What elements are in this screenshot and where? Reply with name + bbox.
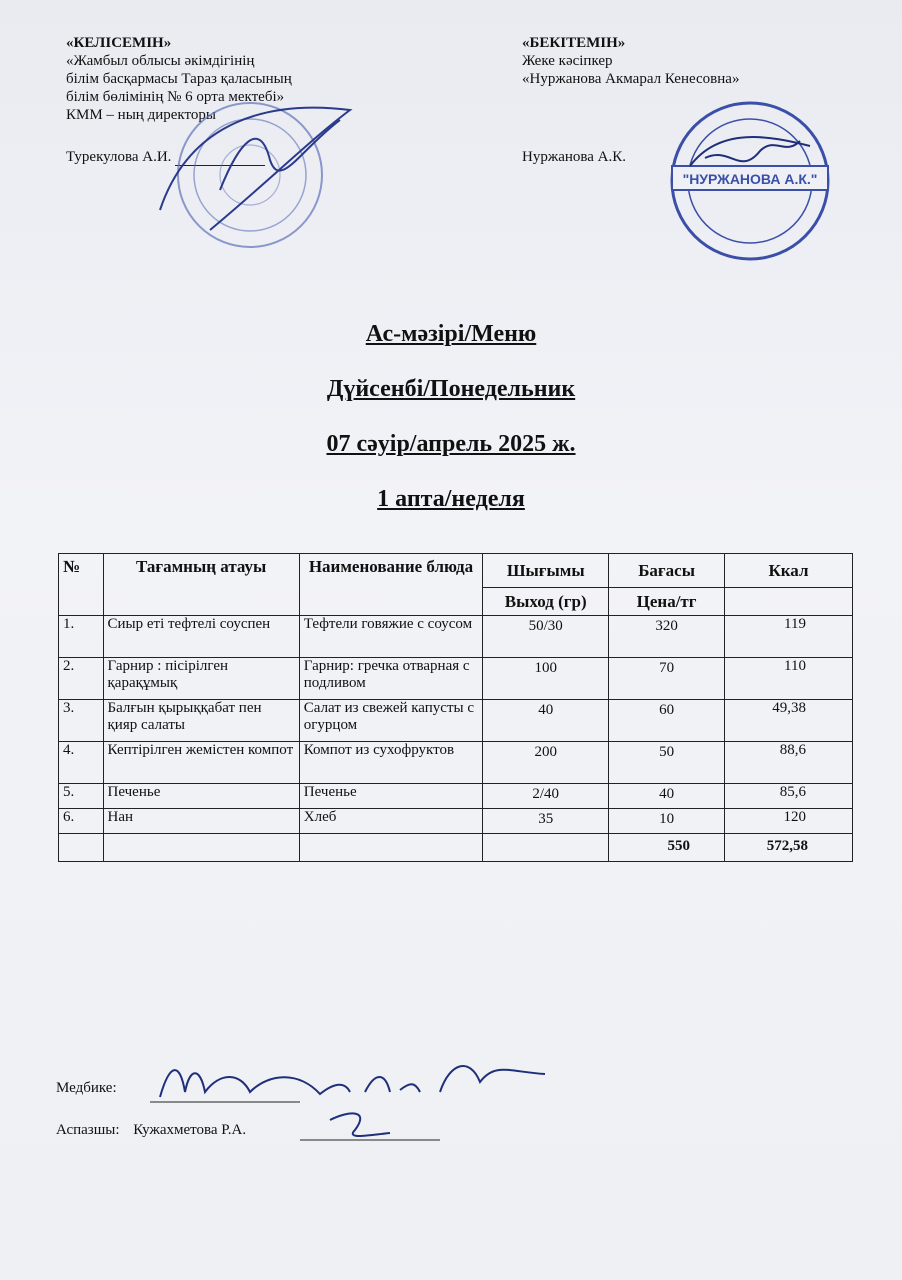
header-name-ru: Наименование блюда <box>299 554 482 616</box>
cell-output: 35 <box>483 809 609 834</box>
cell-name-ru: Салат из свежей капусты с огурцом <box>299 700 482 742</box>
table-row <box>59 616 853 658</box>
cook-handwritten-signature <box>300 1105 450 1150</box>
cell-output: 2/40 <box>483 784 609 809</box>
cell-empty <box>59 834 104 862</box>
header-output-ru: Выход (гр) <box>483 588 609 616</box>
cell-num: 2. <box>59 658 104 700</box>
cook-label: Аспазшы: <box>56 1122 120 1138</box>
cell-output: 200 <box>483 742 609 784</box>
header-name-kz: Тағамның атауы <box>103 554 299 616</box>
cell-kcal: 85,6 <box>724 784 852 809</box>
cell-price: 10 <box>609 809 725 834</box>
cell-num: 5. <box>59 784 104 809</box>
cell-num: 3. <box>59 700 104 742</box>
total-kcal: 572,58 <box>724 834 852 862</box>
cell-output: 100 <box>483 658 609 700</box>
title-day: Дүйсенбі/Понедельник <box>326 376 576 402</box>
document-titles <box>0 320 902 540</box>
header-price-ru: Цена/тг <box>609 588 725 616</box>
cell-name-ru: Гарнир: гречка отварная с подливом <box>299 658 482 700</box>
table-row <box>59 809 853 834</box>
cell-kcal: 49,38 <box>724 700 852 742</box>
cell-name-kz: Печенье <box>103 784 299 809</box>
header-empty <box>724 588 852 616</box>
table-row <box>59 658 853 700</box>
approval-left-heading: «КЕЛІСЕМІН» <box>66 35 172 51</box>
title-week: 1 апта/неделя <box>377 486 525 512</box>
cell-price: 40 <box>609 784 725 809</box>
cell-output: 50/30 <box>483 616 609 658</box>
cell-kcal: 110 <box>724 658 852 700</box>
cook-name: Кужахметова Р.А. <box>133 1122 247 1138</box>
cell-empty <box>299 834 482 862</box>
cell-name-kz: Сиыр еті тефтелі соуспен <box>103 616 299 658</box>
cell-kcal: 119 <box>724 616 852 658</box>
cell-price: 320 <box>609 616 725 658</box>
total-price: 550 <box>609 834 725 862</box>
school-stamp-seal <box>150 80 400 280</box>
approval-left-line: білім бөлімінің № 6 орта мектебі» <box>66 89 285 105</box>
cell-price: 60 <box>609 700 725 742</box>
cell-name-kz: Гарнир : пісірілген қарақұмық <box>103 658 299 700</box>
table-row <box>59 784 853 809</box>
cell-name-ru: Печенье <box>299 784 482 809</box>
entrepreneur-stamp-seal <box>660 96 840 266</box>
cell-empty <box>483 834 609 862</box>
cook-signature-row <box>56 1122 246 1139</box>
nurse-handwritten-signature <box>150 1052 570 1112</box>
stamp-center-text: "НУРЖАНОВА А.К." <box>682 171 818 187</box>
header-output-kz: Шығымы <box>483 554 609 588</box>
approval-right-heading: «БЕКІТЕМІН» <box>522 35 626 51</box>
cell-empty <box>103 834 299 862</box>
approval-left-signatory: Турекулова А.И. <box>66 149 172 165</box>
cell-name-kz: Кептірілген жемістен компот <box>103 742 299 784</box>
menu-table <box>58 553 853 862</box>
cell-num: 1. <box>59 616 104 658</box>
table-row <box>59 742 853 784</box>
cell-num: 6. <box>59 809 104 834</box>
cell-price: 50 <box>609 742 725 784</box>
cell-name-ru: Компот из сухофруктов <box>299 742 482 784</box>
cell-kcal: 120 <box>724 809 852 834</box>
cell-num: 4. <box>59 742 104 784</box>
approval-right-signatory: Нуржанова А.К. <box>522 149 627 165</box>
cell-name-kz: Нан <box>103 809 299 834</box>
cell-name-ru: Хлеб <box>299 809 482 834</box>
table-total-row <box>59 834 853 862</box>
nurse-signature-row <box>56 1080 117 1097</box>
header-price-kz: Бағасы <box>609 554 725 588</box>
cell-price: 70 <box>609 658 725 700</box>
cell-name-kz: Балғын қырыққабат пен қияр салаты <box>103 700 299 742</box>
approval-left-line: білім басқармасы Тараз қаласының <box>66 71 292 87</box>
approval-left-line: КММ – ның директоры <box>66 107 216 123</box>
table-row <box>59 700 853 742</box>
title-date: 07 сәуір/апрель 2025 ж. <box>326 431 576 457</box>
approval-right-line: «Нуржанова Акмарал Кенесовна» <box>522 71 740 87</box>
cell-name-ru: Тефтели говяжие с соусом <box>299 616 482 658</box>
header-num: № <box>59 554 104 616</box>
approval-right-line: Жеке кәсіпкер <box>522 53 613 69</box>
cell-output: 40 <box>483 700 609 742</box>
nurse-label: Медбике: <box>56 1080 117 1096</box>
title-menu: Ас-мәзірі/Меню <box>365 321 537 347</box>
cell-kcal: 88,6 <box>724 742 852 784</box>
approval-left-line: «Жамбыл облысы әкімдігінің <box>66 53 255 69</box>
header-kcal: Ккал <box>724 554 852 588</box>
table-header-row <box>59 554 853 588</box>
